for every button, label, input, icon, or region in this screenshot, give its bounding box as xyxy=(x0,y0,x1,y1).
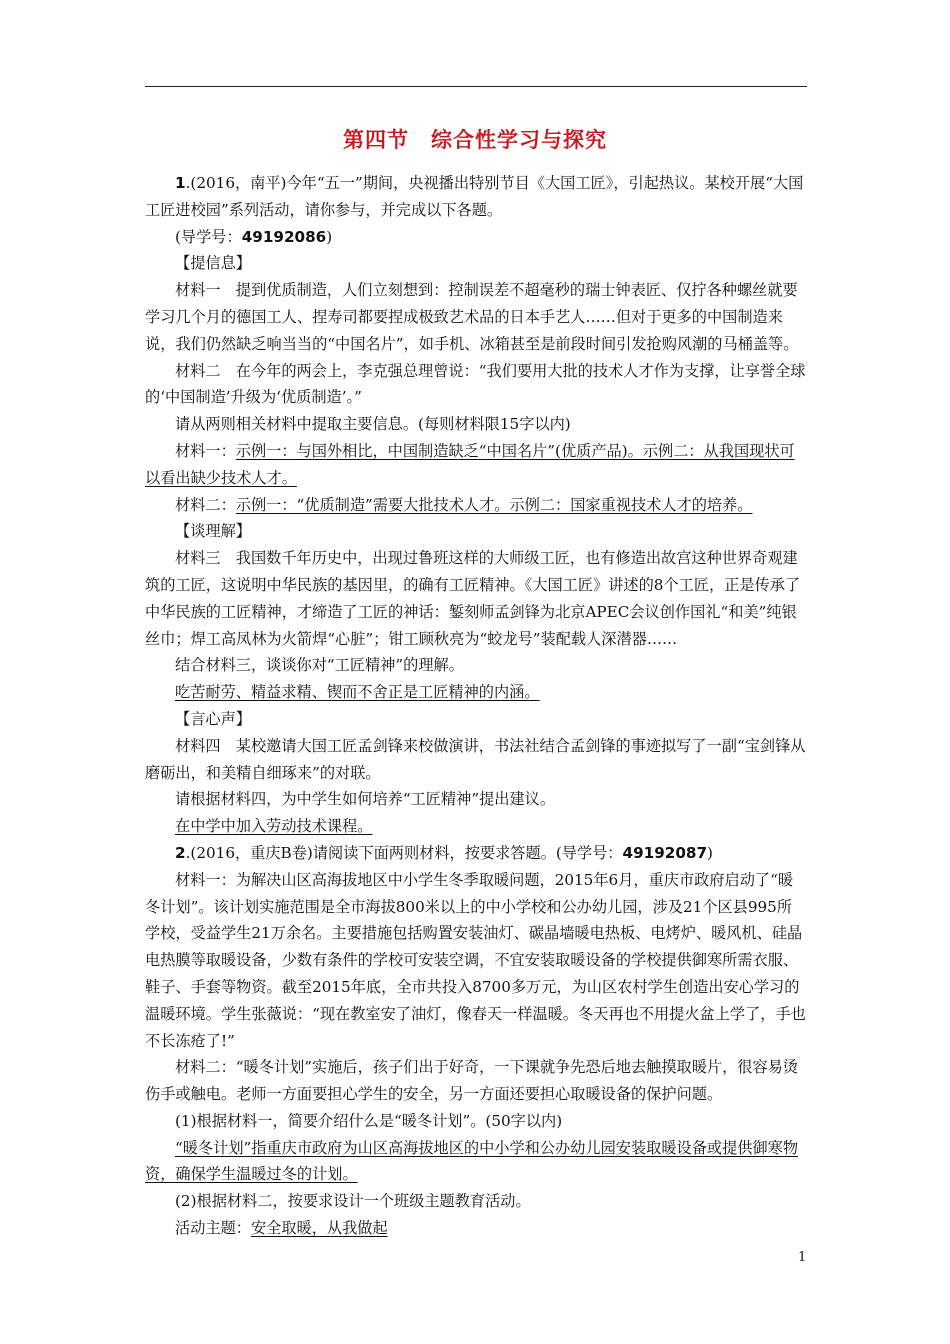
q1-section-voice: 【言心声】 xyxy=(175,709,251,728)
q1-answer-3 xyxy=(145,679,807,706)
q1-intro-text: .(2016，南平)今年“五一”期间，央视播出特别节目《大国工匠》，引起热议。某校开展“大国工匠进校园”系列活动，请你参与，并完成以下各题。 xyxy=(145,174,804,219)
q1-answer-1 xyxy=(145,438,807,492)
q1-answer-2-label: 材料二： xyxy=(175,495,236,514)
q1-task-1: 请从两则相关材料中提取主要信息。(每则材料限15字以内) xyxy=(175,415,571,434)
q1-task-3: 请根据材料四，为中学生如何培养“工匠精神”提出建议。 xyxy=(175,790,556,809)
q2-guide-id: 49192087 xyxy=(622,843,708,862)
q2-theme-label: 活动主题： xyxy=(175,1219,251,1238)
q1-answer-1-label: 材料一： xyxy=(175,441,236,460)
q1-material-3: 材料三 我国数千年历史中，出现过鲁班这样的大师级工匠，也有修造出故宫这种世界奇观建筑的工匠，这说明中华民族的基因里，的确有工匠精神。《大国工匠》讲述的8个工匠，正是传承了中华民族的工匠精神，才缔造了工匠的神话：錾刻师孟剑锋为北京APEC会议创作国礼“和美”纯银丝巾；焊工高凤林为火箭焊“心脏”；钳工顾秋亮为“蛟龙号”装配载人深潜器…… xyxy=(145,549,801,648)
q2-activity-theme xyxy=(145,1215,807,1242)
q2-intro-text: .(2016，重庆B卷)请阅读下面两则材料，按要求答题。(导学号： xyxy=(185,843,623,862)
section-title: 第四节 综合性学习与探究 xyxy=(343,128,607,152)
q2-subquestion-2: (2)根据材料二，按要求设计一个班级主题教育活动。 xyxy=(175,1192,531,1211)
q1-guide-suffix: ) xyxy=(326,227,333,246)
q2-answer-1 xyxy=(145,1135,807,1189)
q1-answer-4 xyxy=(145,813,807,840)
q2-guide-suffix: ) xyxy=(707,843,713,862)
q2-answer-1-text: “暖冬计划”指重庆市政府为山区高海拔地区的中小学和公办幼儿园安装取暖设备或提供御寒物资，确保学生温暖过冬的计划。 xyxy=(145,1138,799,1184)
q2-intro xyxy=(145,840,807,867)
page-number: 1 xyxy=(798,1250,807,1265)
q1-material-4: 材料四 某校邀请大国工匠孟剑锋来校做演讲，书法社结合孟剑锋的事迹拟写了一副“宝剑锋从磨砺出，和美精自细琢来”的对联。 xyxy=(145,736,806,782)
q1-answer-3-text: 吃苦耐劳、精益求精、锲而不舍正是工匠精神的内涵。 xyxy=(175,683,540,702)
q2-material-1: 材料一：为解决山区高海拔地区中小学生冬季取暖问题，2015年6月，重庆市政府启动了“暖冬计划”。该计划实施范围是全市海拔800米以上的中小学校和公办幼儿园，涉及21个区县995所学校，受益学生21万余名。主要措施包括购置安装油灯、碳晶墙暖电热板、电烤炉、暖风机、硅晶电热膜等取暖设备，少数有条件的学校可安装空调，不宜安装取暖设备的学校提供御寒所需衣服、鞋子、手套等物资。截至2015年底，全市共投入8700多万元，为山区农村学生创造出安心学习的温暖环境。学生张薇说：“现在教室安了油灯，像春天一样温暖。冬天再也不用提火盆上学了，手也不长冻疮了!” xyxy=(145,870,806,1050)
header-rule xyxy=(145,86,807,87)
q2-number: 2 xyxy=(175,843,186,862)
q1-answer-1-text: 示例一：与国外相比，中国制造缺乏“中国名片”(优质产品)。示例二：从我国现状可以看出缺少技术人才。 xyxy=(145,441,795,487)
q1-guide-prefix: (导学号： xyxy=(175,227,242,246)
q1-intro xyxy=(145,170,807,224)
q1-answer-4-text: 在中学中加入劳动技术课程。 xyxy=(175,817,373,836)
q1-number: 1 xyxy=(175,174,186,192)
q1-guide-id: 49192086 xyxy=(241,227,327,246)
q1-material-2: 材料二 在今年的两会上，李克强总理曾说：“我们要用大批的技术人才作为支撑，让享誉全球的‘中国制造’升级为‘优质制造’。” xyxy=(145,361,806,407)
q1-section-understanding: 【谈理解】 xyxy=(175,522,251,541)
q1-guide-number xyxy=(145,224,807,251)
q1-answer-2 xyxy=(145,492,807,519)
q1-answer-2-text: 示例一：“优质制造”需要大批技术人才。示例二：国家重视技术人才的培养。 xyxy=(235,495,753,514)
q1-task-2: 结合材料三，谈谈你对“工匠精神”的理解。 xyxy=(175,656,464,675)
q2-theme-text: 安全取暖，从我做起 xyxy=(250,1219,388,1238)
q1-material-1: 材料一 提到优质制造，人们立刻想到：控制误差不超毫秒的瑞士钟表匠、仅拧各种螺丝就要学习几个月的德国工人、捏寿司都要捏成极致艺术品的日本手艺人……但对于更多的中国制造来说，我们仍然缺乏响当当的“中国名片”，如手机、冰箱甚至是前段时间引发抢购风潮的马桶盖等。 xyxy=(145,281,799,353)
q2-subquestion-1: (1)根据材料一，简要介绍什么是“暖冬计划”。(50字以内) xyxy=(175,1111,563,1130)
q1-section-extract: 【提信息】 xyxy=(175,254,251,273)
document-body xyxy=(145,170,807,1242)
q2-material-2: 材料二：“暖冬计划”实施后，孩子们出于好奇，一下课就争先恐后地去触摸取暖片，很容易烫伤手或触电。老师一方面要担心学生的安全，另一方面还要担心取暖设备的保护问题。 xyxy=(145,1058,799,1104)
